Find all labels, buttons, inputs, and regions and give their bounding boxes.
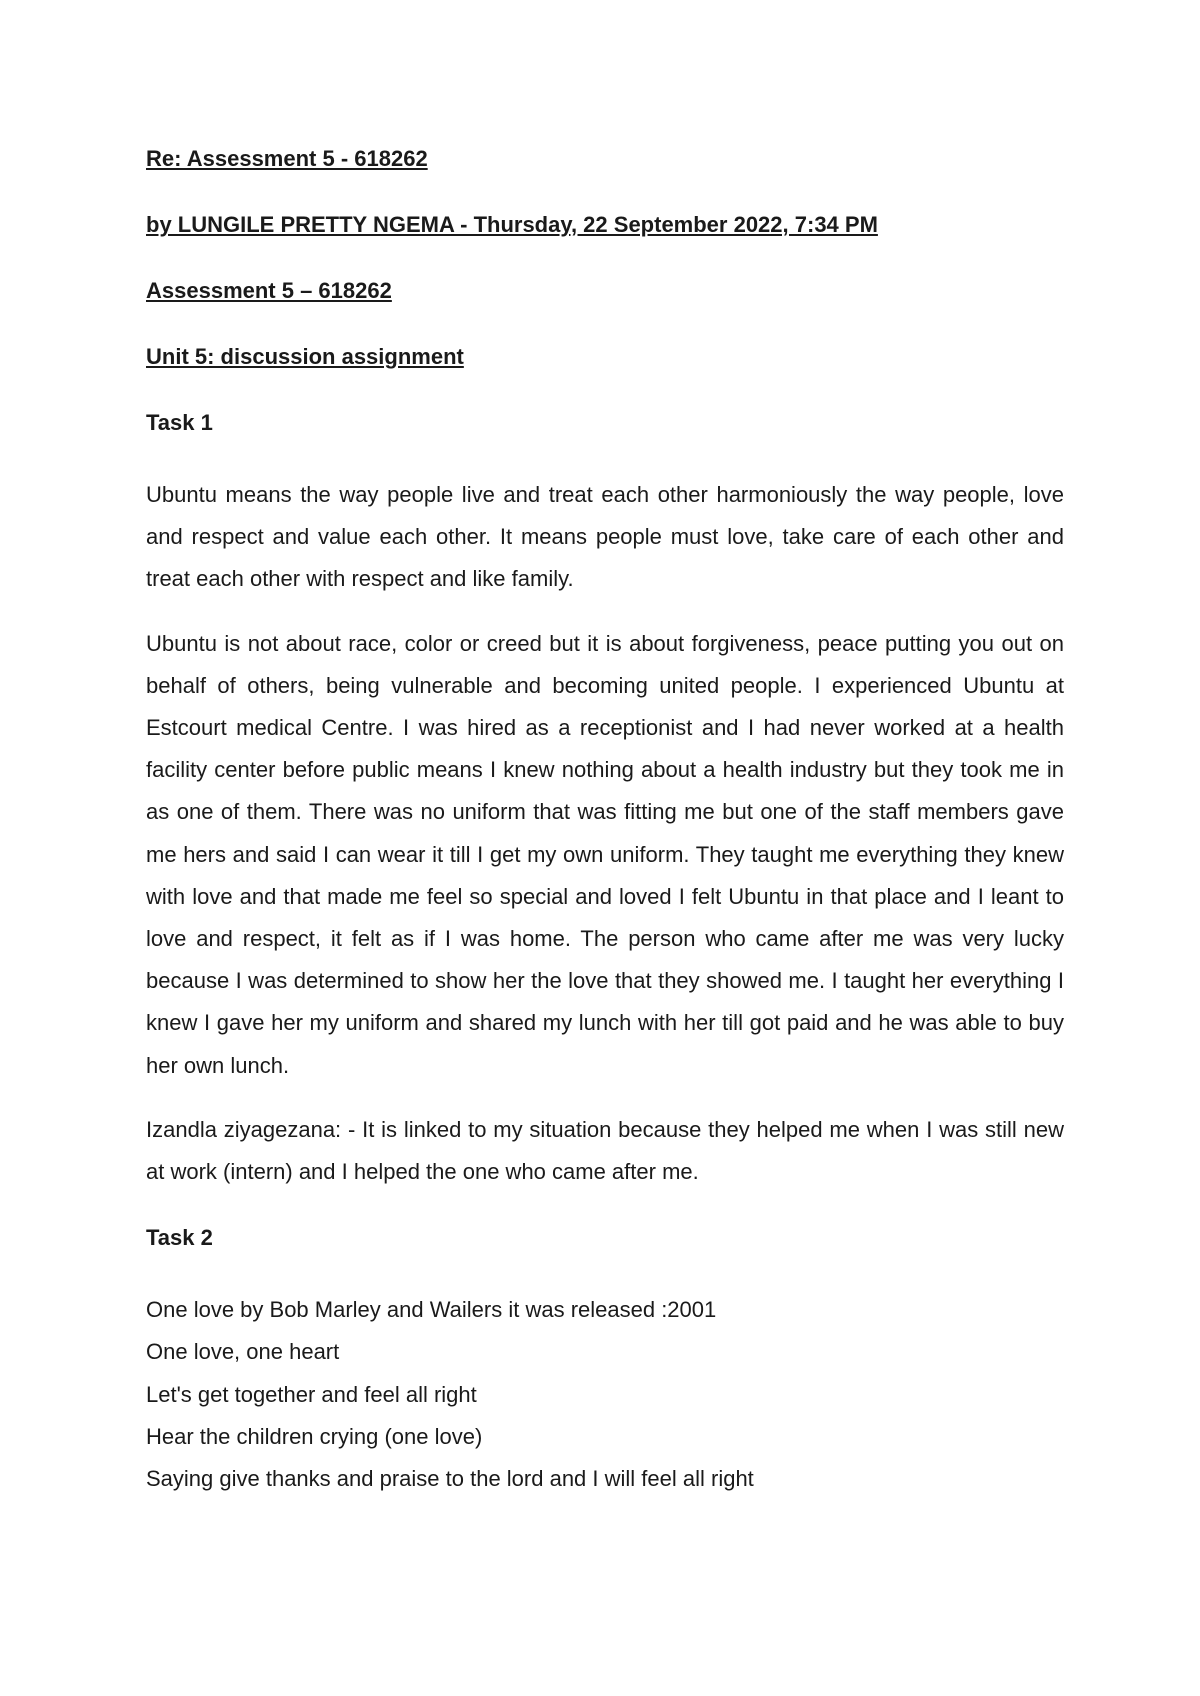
task-1-paragraph-3: Izandla ziyagezana: - It is linked to my situation because they helped me when I was still new at work (intern) and I helped the one who came after me. [146, 1116, 1064, 1185]
song-lyrics [146, 1289, 1064, 1500]
document-body [146, 144, 1064, 1500]
lyric-line: Saying give thanks and praise to the lord and I will feel all right [146, 1466, 754, 1492]
task-1-paragraph-1: Ubuntu means the way people live and treat each other harmoniously the way people, love and respect and value each other. It means people must love, take care of each other and treat each other with respect and like family. [146, 482, 1064, 592]
lyric-line: One love by Bob Marley and Wailers it was released :2001 [146, 1297, 717, 1323]
task-2-heading: Task 2 [146, 1225, 213, 1251]
lyric-line: One love, one heart [146, 1339, 340, 1365]
lyric-line: Let's get together and feel all right [146, 1381, 477, 1407]
document-title: Re: Assessment 5 - 618262 [146, 146, 428, 171]
author-byline: by LUNGILE PRETTY NGEMA - Thursday, 22 September 2022, 7:34 PM [146, 212, 878, 237]
assessment-heading: Assessment 5 – 618262 [146, 278, 392, 303]
task-1-heading: Task 1 [146, 410, 213, 435]
task-1-paragraph-2: Ubuntu is not about race, color or creed but it is about forgiveness, peace putting you out on behalf of others, being vulnerable and becoming united people. I experienced Ubuntu at Estcourt medical Centre. I was hired as a receptionist and I had never worked at a health facility center before public means I knew nothing about a health industry but they took me in as one of them. There was no uniform that was fitting me but one of the staff members gave me hers and said I can wear it till I get my own uniform. They taught me everything they knew with love and that made me feel so special and loved I felt Ubuntu in that place and I leant to love and respect, it felt as if I was home. The person who came after me was very lucky because I was determined to show her the love that they showed me. I taught her everything I knew I gave her my uniform and shared my lunch with her till got paid and he was able to buy her own lunch. [146, 630, 1064, 1078]
lyric-line: Hear the children crying (one love) [146, 1423, 483, 1449]
unit-heading: Unit 5: discussion assignment [146, 344, 464, 369]
